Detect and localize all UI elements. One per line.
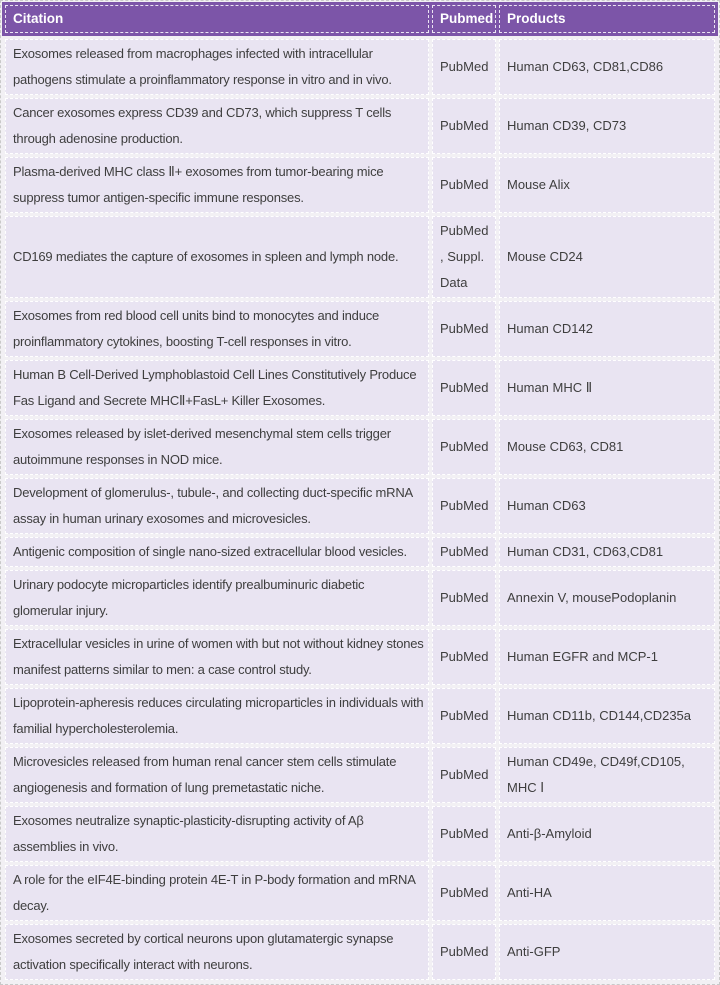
products-cell [499,570,715,626]
products-cell [499,478,715,534]
pubmed-cell [432,806,496,862]
pubmed-link-text: PubMed, Suppl. Data [440,223,489,290]
products-text: Mouse CD24 [507,249,583,264]
pubmed-link-text: PubMed [440,767,489,782]
table-row [5,157,715,213]
products-cell [499,157,715,213]
products-text: Human CD63 [507,498,586,513]
pubmed-cell [432,301,496,357]
pubmed-cell [432,478,496,534]
citation-text: Development of glomerulus-, tubule-, and collecting duct-specific mRNA assay in human urinary exosomes and microvesicles. [13,485,413,526]
pubmed-link-text: PubMed [440,885,489,900]
pubmed-link-text: PubMed [440,826,489,841]
table-row [5,98,715,154]
products-text: Human CD49e, CD49f,CD105, MHC Ⅰ [507,754,685,795]
pubmed-link-text: PubMed [440,177,489,192]
products-text: Human CD11b, CD144,CD235a [507,708,692,723]
column-header-label: Pubmed [440,11,494,26]
products-text: Anti-β-Amyloid [507,826,592,841]
citation-cell [5,570,429,626]
products-text: Annexin V, mousePodoplanin [507,590,677,605]
citation-text: Human B Cell-Derived Lymphoblastoid Cell Lines Constitutively Produce Fas Ligand and Secrete MHCⅡ+FasL+ Killer Exosomes. [13,367,417,408]
table-header-row [2,2,718,36]
pubmed-cell [432,747,496,803]
column-header-label: Products [507,11,566,26]
products-cell [499,924,715,980]
table-row [5,924,715,980]
citation-cell [5,157,429,213]
pubmed-cell [432,537,496,567]
citation-cell [5,39,429,95]
pubmed-link-text: PubMed [440,321,489,336]
citation-cell [5,806,429,862]
citation-cell [5,537,429,567]
pubmed-cell [432,360,496,416]
table-row [5,419,715,475]
pubmed-link-text: PubMed [440,118,489,133]
pubmed-cell [432,98,496,154]
pubmed-link-text: PubMed [440,544,489,559]
pubmed-cell [432,924,496,980]
pubmed-cell [432,865,496,921]
table-row [5,360,715,416]
products-text: Human MHC Ⅱ [507,380,593,395]
pubmed-cell [432,629,496,685]
products-cell [499,419,715,475]
pubmed-link-text: PubMed [440,708,489,723]
citation-cell [5,688,429,744]
citation-text: Urinary podocyte microparticles identify prealbuminuric diabetic glomerular injury. [13,577,365,618]
citation-text: Exosomes secreted by cortical neurons upon glutamatergic synapse activation specifically interact with neurons. [13,931,394,972]
table-row [5,537,715,567]
citation-text: Cancer exosomes express CD39 and CD73, which suppress T cells through adenosine production. [13,105,392,146]
table-body [2,36,718,983]
citation-cell [5,216,429,298]
citation-text: Plasma-derived MHC class Ⅱ+ exosomes from tumor-bearing mice suppress tumor antigen-specific immune responses. [13,164,384,205]
citation-cell [5,478,429,534]
pubmed-cell [432,157,496,213]
products-text: Human CD63, CD81,CD86 [507,59,664,74]
citation-text: A role for the eIF4E-binding protein 4E-T in P-body formation and mRNA decay. [13,872,415,913]
products-cell [499,39,715,95]
table-row [5,570,715,626]
pubmed-cell [432,688,496,744]
citation-cell [5,301,429,357]
products-cell [499,537,715,567]
products-cell [499,806,715,862]
citation-cell [5,747,429,803]
pubmed-cell [432,39,496,95]
citation-cell [5,924,429,980]
products-text: Human EGFR and MCP-1 [507,649,658,664]
column-header-pubmed [432,5,496,33]
table-row [5,747,715,803]
pubmed-link-text: PubMed [440,944,489,959]
pubmed-link-text: PubMed [440,649,489,664]
table-row [5,216,715,298]
citation-cell [5,419,429,475]
products-cell [499,360,715,416]
products-cell [499,216,715,298]
pubmed-link-text: PubMed [440,380,489,395]
citation-text: Exosomes neutralize synaptic-plasticity-disrupting activity of Aβ assemblies in vivo. [13,813,364,854]
citation-text: Lipoprotein-apheresis reduces circulating microparticles in individuals with familial hypercholesterolemia. [13,695,424,736]
products-cell [499,688,715,744]
products-cell [499,865,715,921]
citation-cell [5,865,429,921]
products-text: Anti-GFP [507,944,561,959]
citation-text: Antigenic composition of single nano-sized extracellular blood vesicles. [13,544,407,559]
pubmed-link-text: PubMed [440,439,489,454]
column-header-products [499,5,715,33]
products-cell [499,98,715,154]
citation-text: Exosomes released from macrophages infected with intracellular pathogens stimulate a proinflammatory response in vitro and in vivo. [13,46,392,87]
pubmed-cell [432,216,496,298]
citation-text: Microvesicles released from human renal cancer stem cells stimulate angiogenesis and formation of lung premetastatic niche. [13,754,397,795]
pubmed-cell [432,419,496,475]
products-text: Anti-HA [507,885,552,900]
pubmed-cell [432,570,496,626]
pubmed-link-text: PubMed [440,498,489,513]
citation-text: Exosomes released by islet-derived mesenchymal stem cells trigger autoimmune responses in NOD mice. [13,426,391,467]
products-cell [499,747,715,803]
citation-text: CD169 mediates the capture of exosomes in spleen and lymph node. [13,249,399,264]
citation-cell [5,360,429,416]
citation-text: Exosomes from red blood cell units bind to monocytes and induce proinflammatory cytokines, boosting T-cell responses in vitro. [13,308,380,349]
pubmed-link-text: PubMed [440,59,489,74]
citation-cell [5,629,429,685]
column-header-label: Citation [13,11,64,26]
products-text: Human CD142 [507,321,593,336]
table-row [5,865,715,921]
products-text: Mouse CD63, CD81 [507,439,624,454]
pubmed-link-text: PubMed [440,590,489,605]
products-text: Mouse Alix [507,177,570,192]
table-row [5,478,715,534]
products-cell [499,629,715,685]
table-row [5,629,715,685]
table-row [5,806,715,862]
table-row [5,688,715,744]
citation-text: Extracellular vesicles in urine of women with but not without kidney stones manifest patterns similar to men: a case control study. [13,636,424,677]
citation-cell [5,98,429,154]
products-text: Human CD31, CD63,CD81 [507,544,664,559]
column-header-citation [5,5,429,33]
products-cell [499,301,715,357]
table-row [5,301,715,357]
products-text: Human CD39, CD73 [507,118,627,133]
table-row [5,39,715,95]
